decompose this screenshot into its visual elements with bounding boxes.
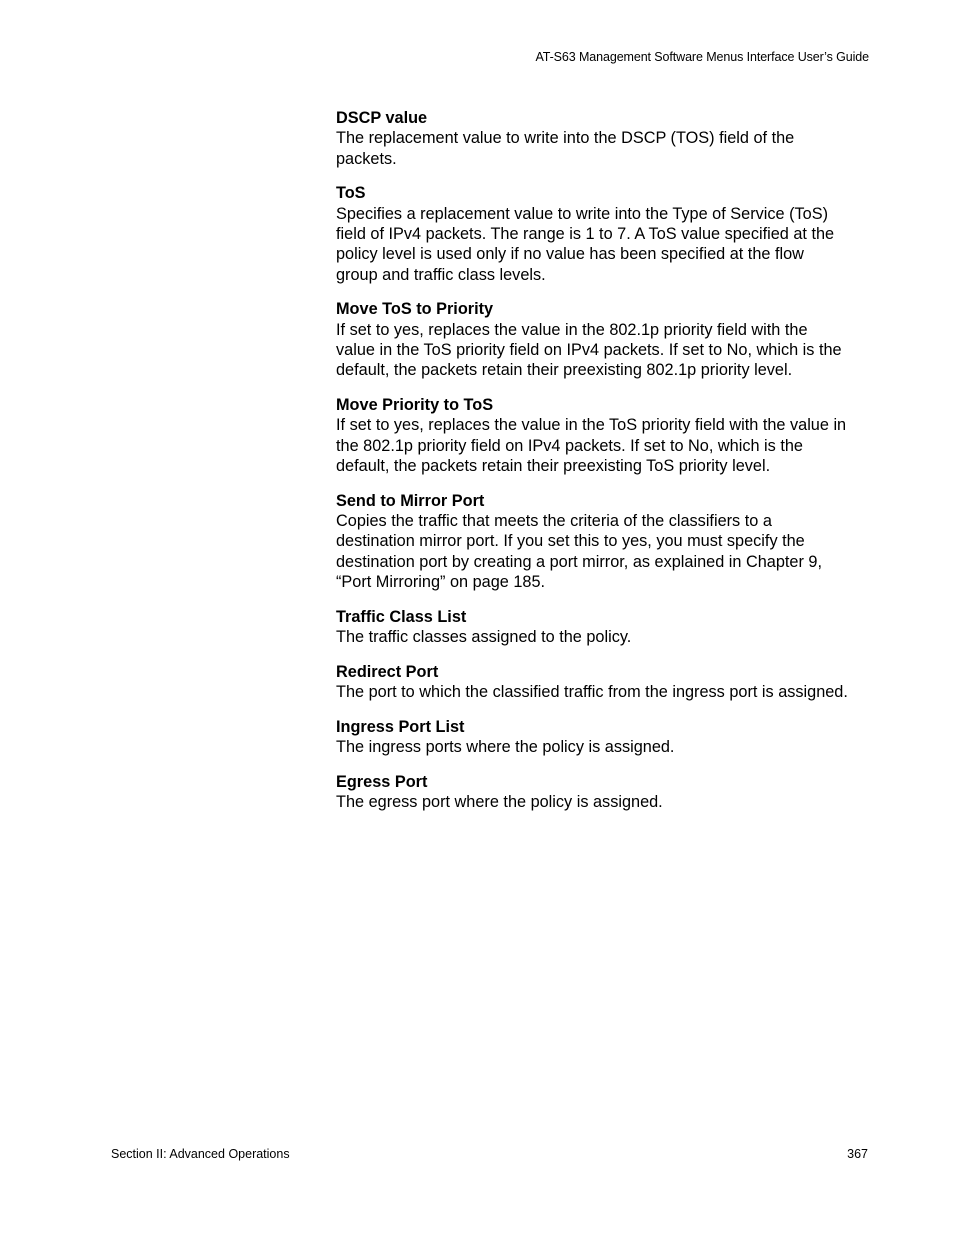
entry-dscp-value (336, 108, 876, 169)
footer-page-number: 367 (847, 1147, 868, 1161)
description-line: group and traffic class levels. (336, 265, 546, 284)
term-send-to-mirror-port: Send to Mirror Port (336, 491, 485, 510)
term-dscp-value: DSCP value (336, 109, 428, 127)
entry-send-to-mirror-port (336, 491, 876, 592)
description-line: If set to yes, replaces the value in the 802.1p priority field with the (336, 320, 808, 339)
description-line: The replacement value to write into the DSCP (TOS) field of the (336, 129, 795, 148)
description-egress-port (336, 792, 876, 812)
description-dscp-value (336, 128, 876, 169)
description-line: the 802.1p priority field on IPv4 packets. If set to No, which is the (336, 436, 803, 455)
description-line: Copies the traffic that meets the criteria of the classifiers to a (336, 512, 772, 531)
term-redirect-port: Redirect Port (336, 662, 439, 681)
entry-redirect-port (336, 662, 876, 703)
description-move-tos-to-priority (336, 320, 876, 381)
entry-ingress-port-list (336, 717, 876, 758)
description-line: The traffic classes assigned to the policy. (336, 628, 632, 647)
description-line: Specifies a replacement value to write into the Type of Service (ToS) (336, 204, 828, 223)
description-line: default, the packets retain their preexisting 802.1p priority level. (336, 361, 793, 380)
description-line: The egress port where the policy is assigned. (336, 793, 663, 812)
term-tos: ToS (336, 184, 366, 203)
description-line: packets. (336, 149, 397, 168)
description-line: The port to which the classified traffic from the ingress port is assigned. (336, 683, 848, 702)
description-line: value in the ToS priority field on IPv4 packets. If set to No, which is the (336, 340, 842, 359)
entry-tos (336, 183, 876, 284)
description-line: default, the packets retain their preexisting ToS priority level. (336, 456, 771, 475)
description-line: The ingress ports where the policy is assigned. (336, 738, 675, 757)
term-ingress-port-list: Ingress Port List (336, 717, 465, 736)
description-redirect-port (336, 682, 876, 702)
description-move-priority-to-tos (336, 415, 876, 476)
term-traffic-class-list: Traffic Class List (336, 607, 467, 626)
entry-traffic-class-list (336, 607, 876, 648)
description-line: destination port by creating a port mirror, as explained in Chapter 9, (336, 552, 822, 571)
description-line: “Port Mirroring” on page 185. (336, 572, 546, 591)
entry-egress-port (336, 772, 876, 813)
footer-section-title: Section II: Advanced Operations (111, 1147, 290, 1161)
description-send-to-mirror-port (336, 511, 876, 592)
description-traffic-class-list (336, 627, 876, 647)
description-tos (336, 204, 876, 285)
entry-move-tos-to-priority (336, 299, 876, 380)
term-move-tos-to-priority: Move ToS to Priority (336, 300, 494, 319)
description-line: policy level is used only if no value has been specified at the flow (336, 245, 804, 264)
definition-list (336, 108, 876, 827)
description-line: If set to yes, replaces the value in the ToS priority field with the value in (336, 416, 847, 435)
term-egress-port: Egress Port (336, 773, 428, 792)
term-move-priority-to-tos: Move Priority to ToS (336, 396, 494, 415)
description-line: field of IPv4 packets. The range is 1 to 7. A ToS value specified at the (336, 224, 835, 243)
running-header: AT-S63 Management Software Menus Interface User’s Guide (535, 50, 869, 64)
description-line: destination mirror port. If you set this to yes, you must specify the (336, 532, 805, 551)
entry-move-priority-to-tos (336, 395, 876, 476)
description-ingress-port-list (336, 737, 876, 757)
